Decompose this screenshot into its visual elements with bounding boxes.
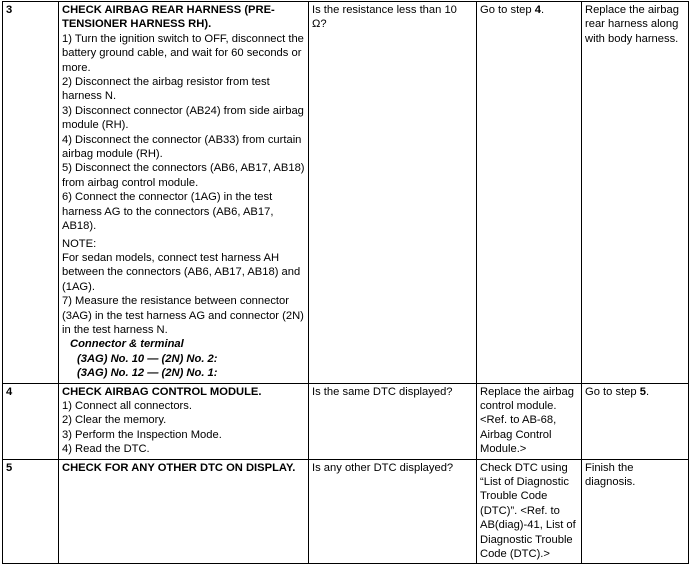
note-label: NOTE: <box>62 237 97 250</box>
instruction-line: 3) Perform the Inspection Mode. <box>62 428 222 441</box>
check-question: Is the resistance less than 10 Ω? <box>309 2 477 384</box>
step-title: CHECK AIRBAG REAR HARNESS (PRE-TENSIONER HARNESS RH). <box>62 4 275 31</box>
instruction-line: 7) Measure the resistance between connector (3AG) in the test harness AG and connector (2N) in the test harness N. <box>62 295 304 336</box>
table-row-step-3 <box>3 2 689 384</box>
no-prefix: Go to step <box>585 385 640 398</box>
instruction-line: 1) Turn the ignition switch to OFF, disconnect the battery ground cable, and wait for 60 seconds or more. <box>62 32 304 74</box>
step-number: 4 <box>3 383 59 459</box>
yes-action: Check DTC using “List of Diagnostic Trouble Code (DTC)”. <Ref. to AB(diag)-41, List of Diagnostic Trouble Code (DTC).> <box>477 459 582 564</box>
yes-step-link[interactable]: 4 <box>534 4 541 16</box>
yes-action: Replace the airbag control module. <Ref. to AB-68, Airbag Control Module.> <box>477 383 582 459</box>
note-text: For sedan models, connect test harness AH between the connectors (AB6, AB17, AB18) and (1AG). <box>62 251 301 293</box>
instruction-line: 1) Connect all connectors. <box>62 399 192 412</box>
no-action <box>582 383 689 459</box>
yes-action <box>477 2 582 384</box>
instruction-line: 2) Clear the memory. <box>62 414 167 427</box>
terminal-spec: (3AG) No. 12 — (2N) No. 1: <box>77 367 218 380</box>
table-row-step-4 <box>3 383 689 459</box>
step-number: 3 <box>3 2 59 384</box>
no-step-link[interactable]: 5 <box>639 385 646 398</box>
diagnostic-procedure-table <box>2 1 689 564</box>
instruction-line: 4) Read the DTC. <box>62 443 150 456</box>
yes-prefix: Go to step <box>480 4 535 16</box>
instruction-line: 3) Disconnect connector (AB24) from side airbag module (RH). <box>62 104 304 132</box>
step-instructions <box>59 2 309 384</box>
step-instructions <box>59 459 309 564</box>
step-title: CHECK FOR ANY OTHER DTC ON DISPLAY. <box>62 461 296 474</box>
instruction-line: 5) Disconnect the connectors (AB6, AB17, AB18) from airbag control module. <box>62 162 305 189</box>
table-row-step-5 <box>3 459 689 564</box>
step-title: CHECK AIRBAG CONTROL MODULE. <box>62 385 262 398</box>
instruction-line: 2) Disconnect the airbag resistor from test harness N. <box>62 76 270 103</box>
check-question: Is the same DTC displayed? <box>309 383 477 459</box>
no-action: Replace the airbag rear harness along with body harness. <box>582 2 689 384</box>
check-question: Is any other DTC displayed? <box>309 459 477 564</box>
yes-suffix: . <box>540 4 545 16</box>
terminal-heading: Connector & terminal <box>70 338 184 351</box>
step-instructions <box>59 383 309 459</box>
instruction-line: 4) Disconnect the connector (AB33) from curtain airbag module (RH). <box>62 133 302 161</box>
no-action: Finish the diagnosis. <box>582 459 689 564</box>
instruction-line: 6) Connect the connector (1AG) in the test harness AG to the connectors (AB6, AB17, AB18). <box>62 191 274 233</box>
terminal-spec: (3AG) No. 10 — (2N) No. 2: <box>77 352 218 365</box>
no-suffix: . <box>645 385 650 398</box>
step-number: 5 <box>3 459 59 564</box>
